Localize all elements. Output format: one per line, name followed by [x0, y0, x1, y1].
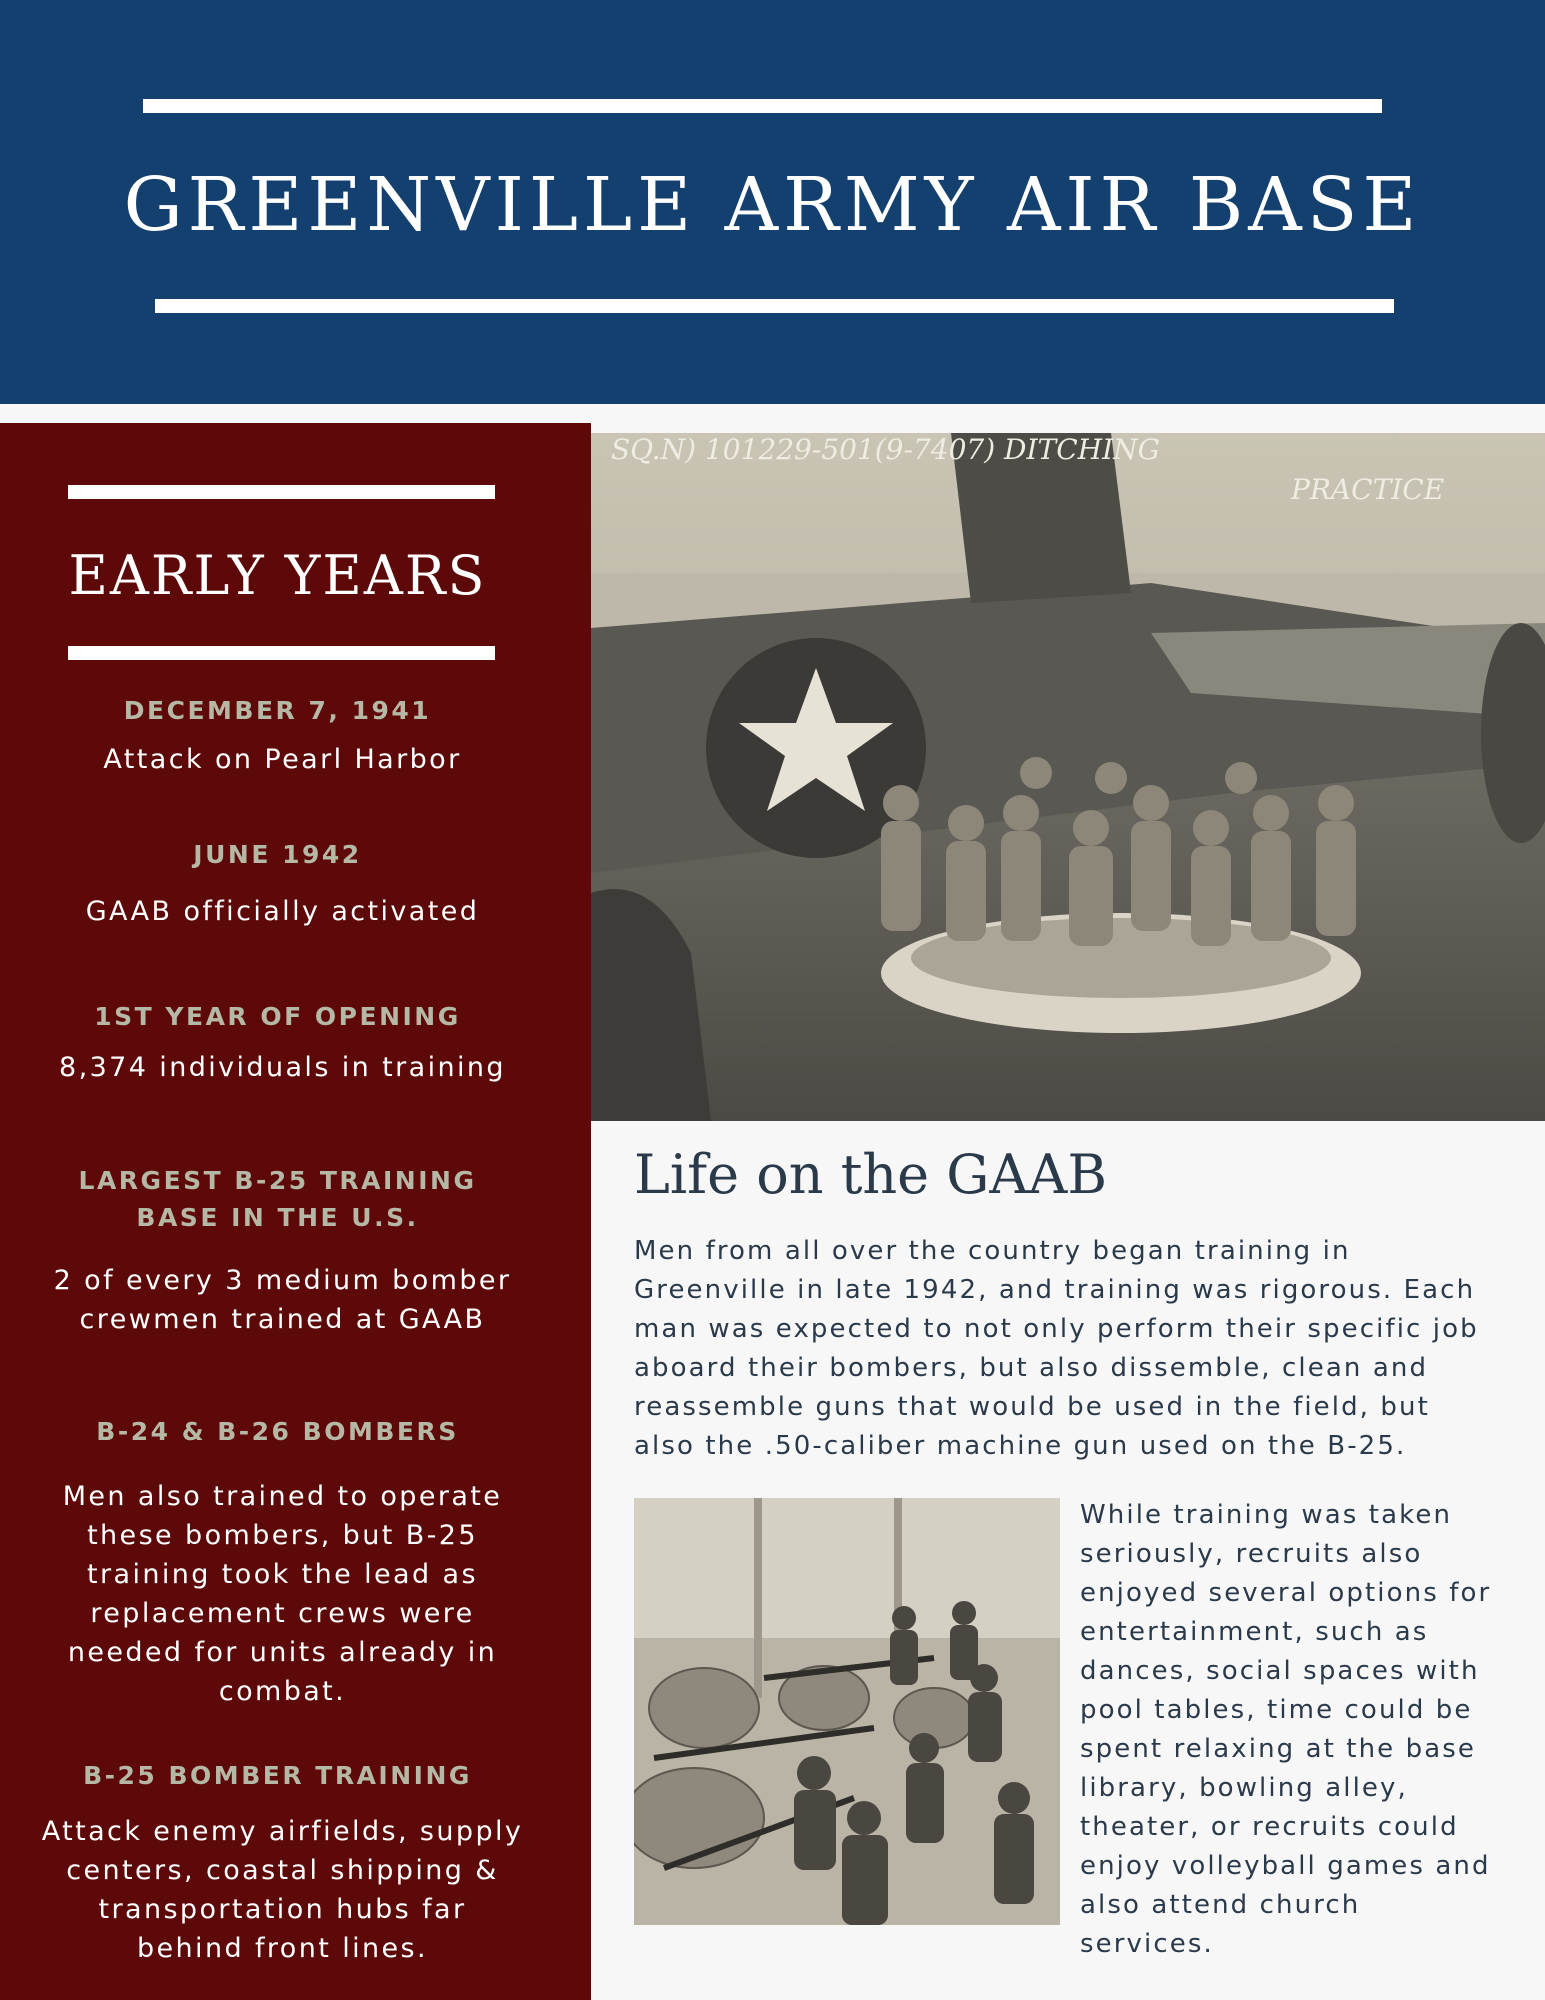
timeline-text: 8,374 individuals in training [59, 1052, 506, 1083]
article-line: also the .50-caliber machine gun used on the B-25. [634, 1431, 1407, 1461]
gunnery-training-photo-image [634, 1498, 1060, 1925]
article-line: While training was taken [1080, 1500, 1453, 1530]
timeline-heading: DECEMBER 7, 1941 [123, 696, 432, 725]
article-line: seriously, recruits also [1080, 1539, 1423, 1569]
article-line: dances, social spaces with [1080, 1656, 1480, 1686]
timeline-heading-line: BASE IN THE U.S. [136, 1203, 419, 1232]
timeline-text: GAAB officially activated [85, 896, 480, 927]
timeline-text: Attack on Pearl Harbor [103, 744, 462, 775]
header-bottom-rule [155, 299, 1394, 313]
timeline-heading: B-24 & B-26 BOMBERS [96, 1417, 459, 1446]
bomber-ditching-photo [591, 433, 1545, 1121]
timeline-text-line: these bombers, but B-25 [87, 1520, 478, 1551]
article-line: spent relaxing at the base [1080, 1734, 1477, 1764]
photo-caption-line: SQ.N) 101229-501(9-7407) DITCHING [611, 433, 1160, 466]
article-title: Life on the GAAB [634, 1143, 1108, 1206]
article-line: services. [1080, 1929, 1214, 1959]
photo-caption-line: PRACTICE [1291, 473, 1445, 506]
article-line: enjoyed several options for [1080, 1578, 1492, 1608]
timeline-text-line: transportation hubs far [98, 1894, 467, 1925]
article-line: entertainment, such as [1080, 1617, 1429, 1647]
timeline-text [0, 1477, 565, 1711]
timeline-text-line: replacement crews were [90, 1598, 475, 1629]
section-title: EARLY YEARS [68, 544, 487, 607]
article-line: enjoy volleyball games and [1080, 1851, 1491, 1881]
article-line: Greenville in late 1942, and training was rigorous. Each [634, 1275, 1476, 1305]
sidebar-bottom-rule [68, 646, 495, 660]
header-banner [0, 0, 1545, 404]
article-paragraph [634, 1232, 1534, 1466]
header-top-rule [143, 99, 1382, 113]
article-line: theater, or recruits could [1080, 1812, 1459, 1842]
article-line: aboard their bombers, but also dissemble, clean and [634, 1353, 1429, 1383]
timeline-text [0, 1812, 565, 1968]
timeline-heading: JUNE 1942 [193, 840, 362, 869]
timeline-text-line: Men also trained to operate [62, 1481, 503, 1512]
timeline-text-line: behind front lines. [137, 1933, 428, 1964]
article-line: pool tables, time could be [1080, 1695, 1473, 1725]
article-line: also attend church [1080, 1890, 1361, 1920]
page-title: GREENVILLE ARMY AIR BASE [123, 162, 1422, 248]
timeline-text [0, 1261, 565, 1339]
timeline-text-line: combat. [218, 1676, 347, 1707]
article-line: reassemble guns that would be used in the field, but [634, 1392, 1430, 1422]
bomber-ditching-photo-image [591, 433, 1545, 1121]
article-line: library, bowling alley, [1080, 1773, 1408, 1803]
article-paragraph [1080, 1496, 1530, 1964]
timeline-heading: B-25 BOMBER TRAINING [83, 1761, 472, 1790]
timeline-text-line: needed for units already in [67, 1637, 498, 1668]
gunnery-training-photo [634, 1498, 1060, 1925]
timeline-text-line: centers, coastal shipping & [66, 1855, 499, 1886]
timeline-heading-line: LARGEST B-25 TRAINING [78, 1166, 477, 1195]
sidebar-top-rule [68, 485, 495, 499]
article-line: man was expected to not only perform their specific job [634, 1314, 1479, 1344]
timeline-heading: 1ST YEAR OF OPENING [94, 1002, 461, 1031]
timeline-text-line: 2 of every 3 medium bomber [53, 1265, 512, 1296]
timeline-text-line: Attack enemy airfields, supply [41, 1816, 524, 1847]
timeline-text-line: crewmen trained at GAAB [79, 1304, 486, 1335]
timeline-heading [0, 1162, 555, 1236]
timeline-text-line: training took the lead as [87, 1559, 478, 1590]
article-line: Men from all over the country began training in [634, 1236, 1351, 1266]
